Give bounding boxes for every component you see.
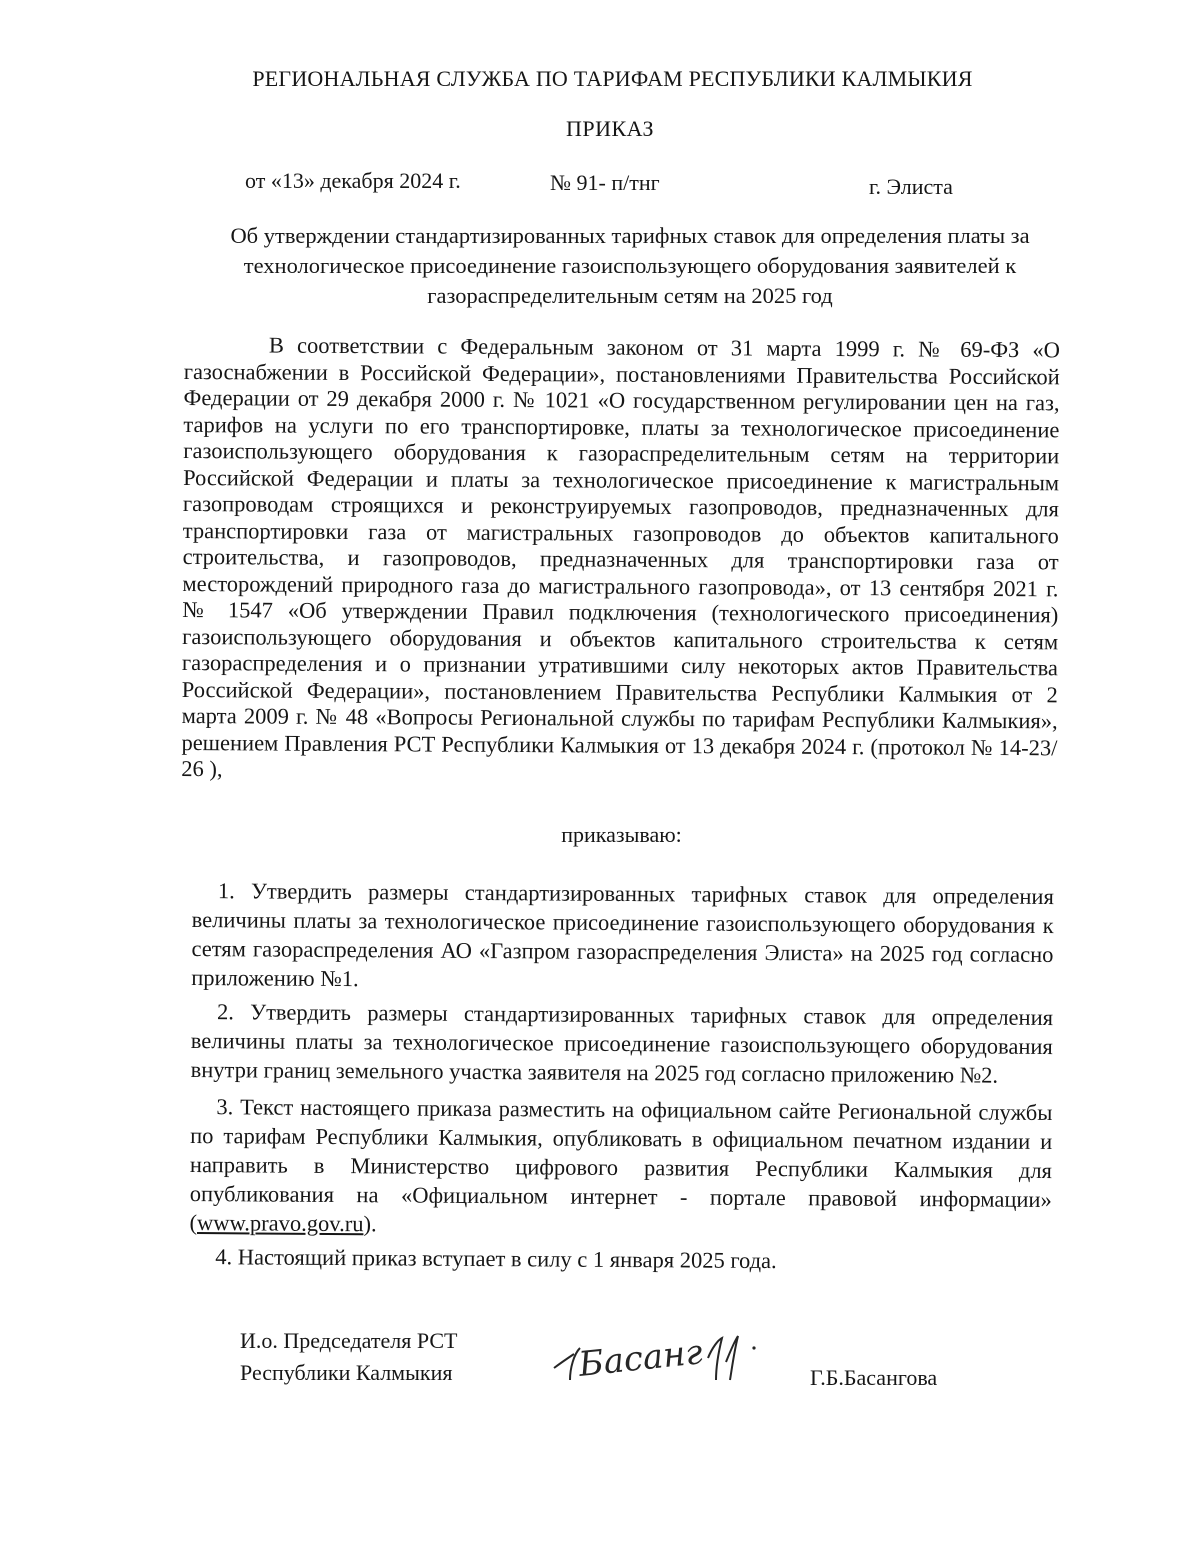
order-item-3-text: 3. Текст настоящего приказа разместить на официальном сайте Региональной службы по тарифам Республики Калмыкия, опубликовать в официальном печатном издании и направить в Министерство цифрового развития Республики Калмыкия для опубликования на «Официальном интернет - портале правовой информации» ( [189, 1094, 1053, 1236]
agency-name: РЕГИОНАЛЬНАЯ СЛУЖБА ПО ТАРИФАМ РЕСПУБЛИКИ КАЛМЫКИЯ [252, 66, 973, 91]
order-subject: Об утверждении стандартизированных тарифных ставок для определения платы за технологическое присоединение газоиспользующего оборудования заявителей к газораспределительным сетям на 2025 год [230, 223, 1030, 308]
order-city: г. Элиста [869, 174, 953, 199]
order-number: № 91- п/тнг [550, 170, 660, 195]
handwritten-signature [540, 1318, 790, 1398]
order-item-1: 1. Утвердить размеры стандартизированных тарифных ставок для определения величины платы за технологическое присоединение газоиспользующего оборудования к сетям газораспределения АО «Газпром газораспределения Элиста» на 2025 год согласно приложению №1. [191, 878, 1054, 992]
order-item-3 [189, 1092, 1052, 1243]
signer-position-line1: И.о. Председателя РСТ [240, 1328, 458, 1353]
preamble-paragraph: В соответствии с Федеральным законом от 31 марта 1999 г. № 69-ФЗ «О газоснабжении в Российской Федерации», постановлениями Правительства Российской Федерации от 29 декабря 2000 г. № 1021 «О государственном регулировании цен на газ, тарифов на услуги по его транспортировке, платы за технологическое присоединение газоиспользующего оборудования к газораспределительным сетям на территории Российской Федерации и платы за технологическое присоединение к магистральным газопроводам строящихся и реконструируемых газопроводов, предназначенных для транспортировки газа от магистральных газопроводов до объектов капитального строительства, и газопроводов, предназначенных для транспортировки газа от месторождений природного газа до магистрального газопровода», от 13 сентября 2021 г. № 1547 «Об утверждении Правил подключения (технологического присоединения) газоиспользующего оборудования и объектов капитального строительства к сетям газораспределения и о признании утратившими силу некоторых актов Правительства Российской Федерации», постановлением Правительства Республики Калмыкия от 2 марта 2009 г. № 48 «Вопросы Региональной службы по тарифам Республики Калмыкия», решением Правления РСТ Республики Калмыкия от 13 декабря 2024 г. (протокол № 14-23/ 26 ), [181, 332, 1060, 782]
order-date: от «13» декабря 2024 г. [245, 168, 461, 193]
pravo-link[interactable]: www.pravo.gov.ru [196, 1210, 364, 1237]
signer-position-line2: Республики Калмыкия [240, 1360, 453, 1385]
signature-text: Басанг [576, 1332, 705, 1385]
order-items [189, 876, 1054, 1282]
order-word: приказываю: [561, 822, 682, 847]
order-item-4: 4. Настоящий приказ вступает в силу с 1 января 2025 года. [215, 1244, 777, 1274]
document-type: ПРИКАЗ [565, 116, 655, 141]
order-item-2: 2. Утвердить размеры стандартизированных тарифных ставок для определения величины платы за технологическое присоединение газоиспользующего оборудования внутри границ земельного участка заявителя на 2025 год согласно приложению №2. [190, 999, 1054, 1088]
signer-position [240, 1325, 457, 1389]
signer-name: Г.Б.Басангова [810, 1365, 938, 1390]
order-item-3-end: ). [363, 1211, 377, 1237]
